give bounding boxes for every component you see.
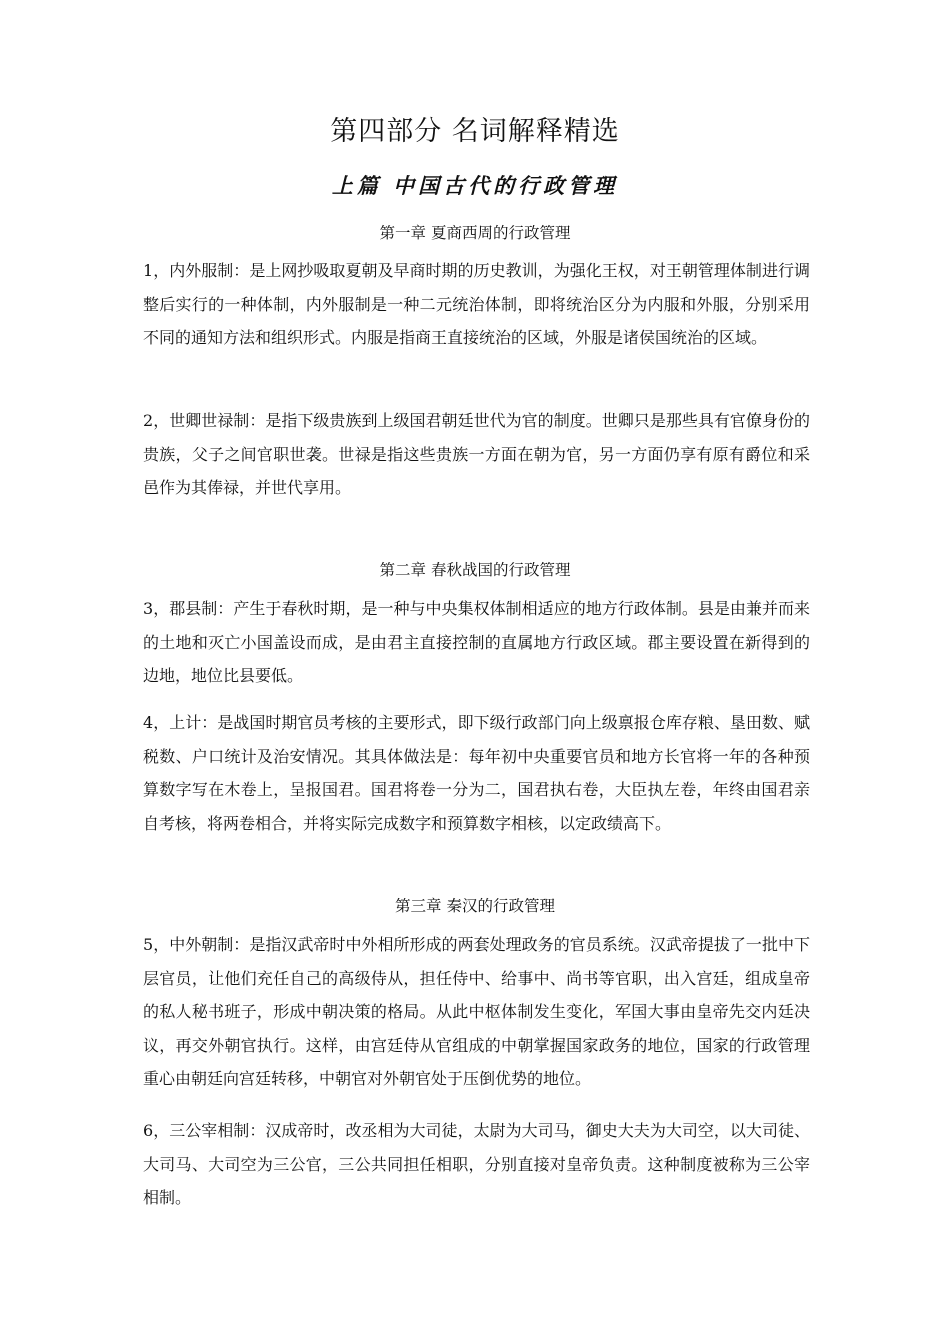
chapter-title: 第三章 秦汉的行政管理 <box>395 897 555 915</box>
term-entry: 2，世卿世禄制：是指下级贵族到上级国君朝廷世代为官的制度。世卿只是那些具有官僚身份的贵族，父子之间官职世袭。世禄是指这些贵族一方面在朝为官，另一方面仍享有原有爵位和采邑作为其俸禄，并世代享用。 <box>143 411 810 498</box>
term-entry: 4，上计：是战国时期官员考核的主要形式，即下级行政部门向上级禀报仓库存粮、垦田数、赋税数、户口统计及治安情况。其具体做法是：每年初中央重要官员和地方长官将一年的各种预算数字写在木卷上，呈报国君。国君将卷一分为二，国君执右卷，大臣执左卷，年终由国君亲自考核，将两卷相合，并将实际完成数字和预算数字相核，以定政绩高下。 <box>143 713 810 833</box>
document-title: 第四部分 名词解释精选 <box>330 116 620 147</box>
part-title: 上篇 中国古代的行政管理 <box>331 174 619 198</box>
term-entry: 5，中外朝制：是指汉武帝时中外相所形成的两套处理政务的官员系统。汉武帝提拔了一批中下层官员，让他们充任自己的高级侍从，担任侍中、给事中、尚书等官职，出入宫廷，组成皇帝的私人秘书班子，形成中朝决策的格局。从此中枢体制发生变化，军国大事由皇帝先交内廷决议，再交外朝官执行。这样，由宫廷侍从官组成的中朝掌握国家政务的地位，国家的行政管理重心由朝廷向宫廷转移，中朝官对外朝官处于压倒优势的地位。 <box>143 935 810 1089</box>
chapter-title: 第二章 春秋战国的行政管理 <box>379 561 571 579</box>
term-entry: 3，郡县制：产生于春秋时期，是一种与中央集权体制相适应的地方行政体制。县是由兼并而来的土地和灭亡小国盖设而成，是由君主直接控制的直属地方行政区域。郡主要设置在新得到的边地，地位比县要低。 <box>143 599 810 686</box>
term-entry: 6，三公宰相制：汉成帝时，改丞相为大司徒，太尉为大司马，御史大夫为大司空，以大司徒、大司马、大司空为三公官，三公共同担任相职，分别直接对皇帝负责。这种制度被称为三公宰相制。 <box>143 1121 810 1208</box>
chapter-title: 第一章 夏商西周的行政管理 <box>379 224 571 242</box>
term-entry: 1，内外服制：是上网抄吸取夏朝及早商时期的历史教训，为强化王权，对王朝管理体制进行调整后实行的一种体制，内外服制是一种二元统治体制，即将统治区分为内服和外服，分别采用不同的通知方法和组织形式。内服是指商王直接统治的区域，外服是诸侯国统治的区域。 <box>143 261 810 348</box>
